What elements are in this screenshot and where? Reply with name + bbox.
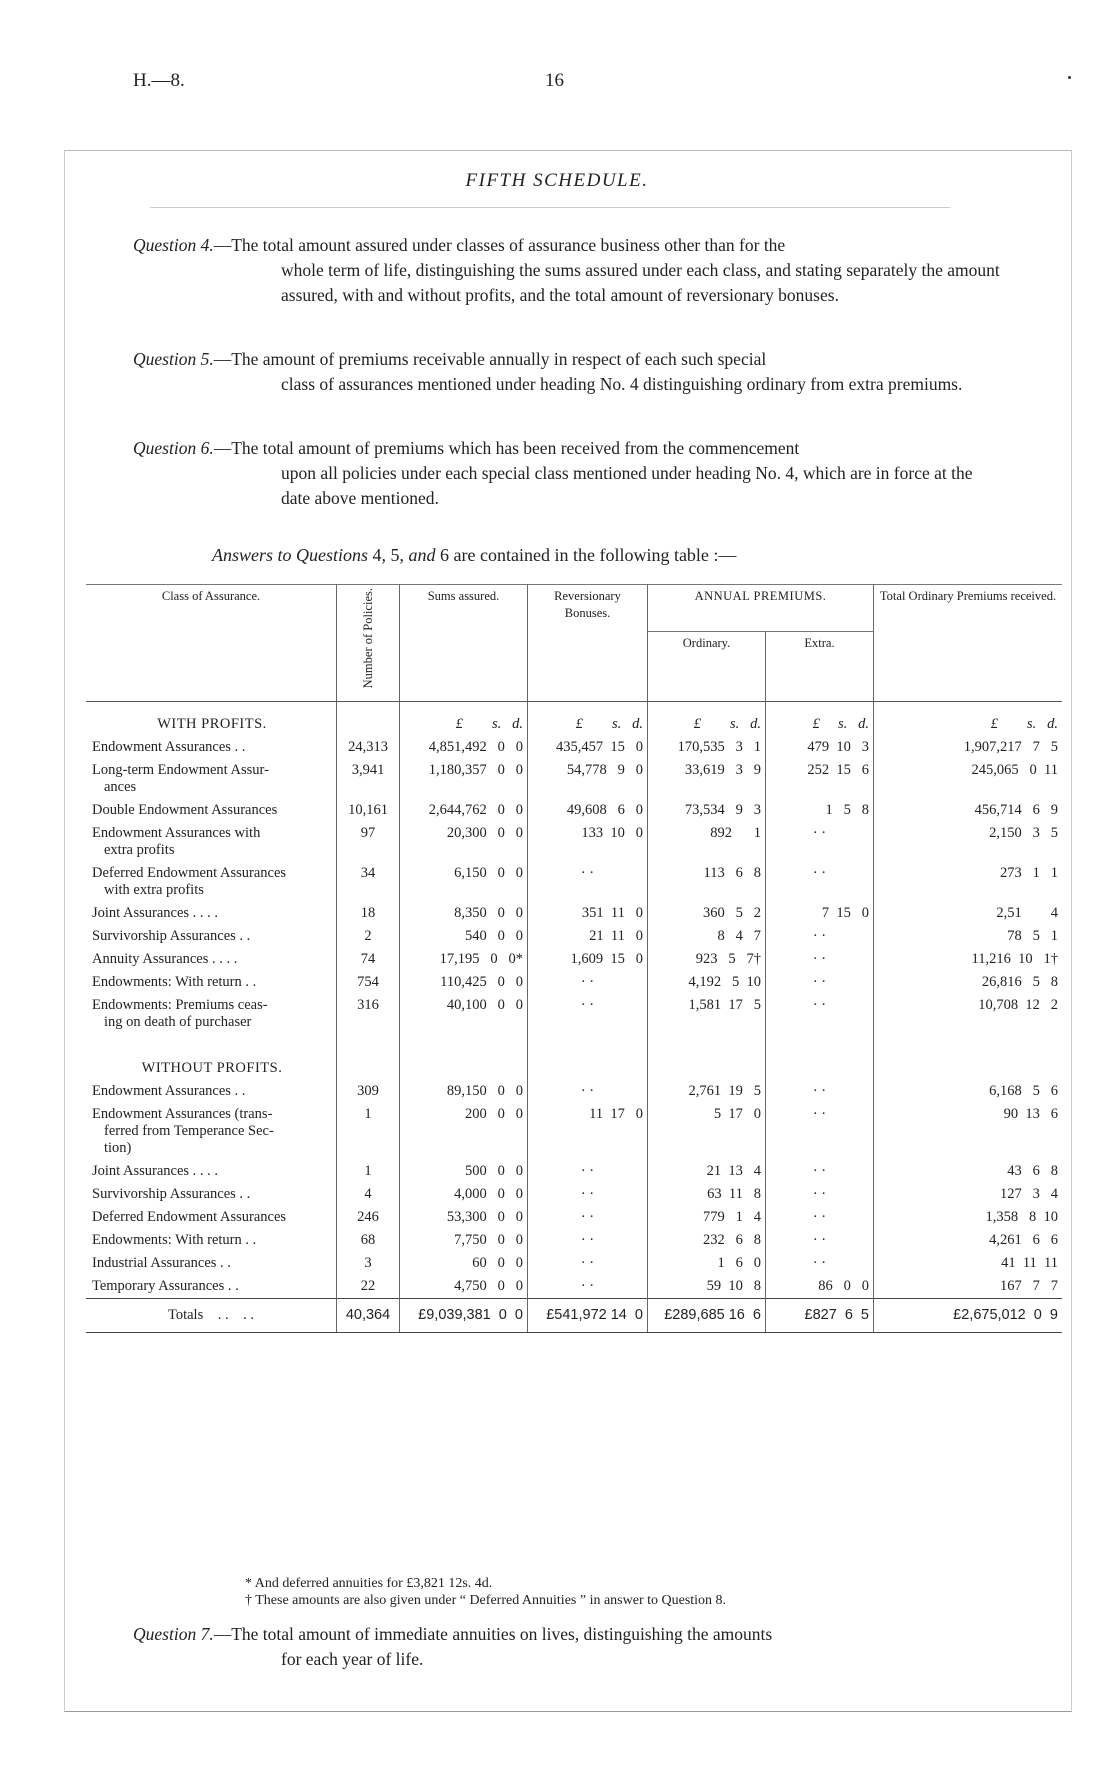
totals-label: Totals . . . . xyxy=(86,1299,337,1333)
class-name: Deferred Endowment Assurances xyxy=(92,1209,287,1225)
ordinary-cell: 59 10 8 xyxy=(648,1275,766,1299)
class-cell xyxy=(86,799,337,822)
ordinary-cell: 232 6 8 xyxy=(648,1229,766,1252)
bonus-cell: 21 11 0 xyxy=(528,925,648,948)
totals-sums: £9,039,381 0 0 xyxy=(400,1299,528,1333)
class-cell xyxy=(86,736,337,759)
sums-cell: 60 0 0 xyxy=(400,1252,528,1275)
bonus-cell: 11 17 0 xyxy=(528,1103,648,1160)
ordinary-cell: 63 11 8 xyxy=(648,1183,766,1206)
policies-cell: 3 xyxy=(337,1252,400,1275)
header-ordinary: Ordinary. xyxy=(648,632,766,702)
answers-tail: 6 are contained in the following table :— xyxy=(435,545,737,565)
lsd-total: £ s. d. xyxy=(990,716,1058,732)
policies-cell: 24,313 xyxy=(337,736,400,759)
total-cell: 1,358 8 10 xyxy=(985,1209,1058,1225)
table-row xyxy=(86,971,1062,994)
class-name: Industrial Assurances . . xyxy=(92,1255,231,1271)
ordinary-cell: 73,534 9 3 xyxy=(648,799,766,822)
question-label: Question 7. xyxy=(133,1624,214,1644)
table-row xyxy=(86,1080,1062,1103)
total-cell: 43 6 8 xyxy=(1007,1163,1058,1179)
title-rule xyxy=(150,207,950,208)
total-cell: 127 3 4 xyxy=(1000,1186,1058,1202)
total-cell: 26,816 5 8 xyxy=(981,974,1058,990)
bonus-cell: 351 11 0 xyxy=(528,902,648,925)
ordinary-cell: 1 6 0 xyxy=(648,1252,766,1275)
class-cell xyxy=(86,971,337,994)
bonus-cell: · · xyxy=(528,1275,648,1299)
extra-cell: · · xyxy=(766,1103,874,1160)
header-class: Class of Assurance. xyxy=(86,585,337,702)
extra-cell: · · xyxy=(766,862,874,902)
policies-cell: 4 xyxy=(337,1183,400,1206)
total-cell: 2,51 4 xyxy=(996,905,1058,921)
totals-policies: 40,364 xyxy=(337,1299,400,1333)
sums-cell: 53,300 0 0 xyxy=(400,1206,528,1229)
bonus-cell: · · xyxy=(528,1252,648,1275)
bonus-cell: · · xyxy=(528,1229,648,1252)
ordinary-cell: 5 17 0 xyxy=(648,1103,766,1160)
class-name: Annuity Assurances . . . . xyxy=(92,951,238,967)
bonus-cell: · · xyxy=(528,971,648,994)
class-name: Endowments: Premiums ceas- xyxy=(92,997,268,1013)
sums-cell: 20,300 0 0 xyxy=(400,822,528,862)
sums-cell: 7,750 0 0 xyxy=(400,1229,528,1252)
with-profits-label: WITH PROFITS. xyxy=(86,702,337,737)
class-name: Survivorship Assurances . . xyxy=(92,928,251,944)
extra-cell: · · xyxy=(766,1252,874,1275)
bonus-cell: · · xyxy=(528,1183,648,1206)
bonus-cell: 133 10 0 xyxy=(528,822,648,862)
class-name: Endowment Assurances (trans- xyxy=(92,1106,273,1122)
sums-cell: 4,750 0 0 xyxy=(400,1275,528,1299)
class-cell xyxy=(86,925,337,948)
sums-cell: 2,644,762 0 0 xyxy=(400,799,528,822)
bonus-cell: · · xyxy=(528,862,648,902)
class-name: Joint Assurances . . . . xyxy=(92,1163,219,1179)
answers-middle: 4, 5, xyxy=(368,545,409,565)
extra-cell: 252 15 6 xyxy=(766,759,874,799)
class-cell xyxy=(86,862,337,902)
question-text: whole term of life, distinguishing the sums assured under each class, and stating separately the amount assured, with and without profits, and the total amount of reversionary bonuses. xyxy=(281,260,1000,305)
header-sums: Sums assured. xyxy=(400,585,528,702)
extra-cell: 7 15 0 xyxy=(766,902,874,925)
extra-cell: · · xyxy=(766,948,874,971)
bonus-cell: 435,457 15 0 xyxy=(528,736,648,759)
header-extra: Extra. xyxy=(766,632,874,702)
bonus-cell: · · xyxy=(528,994,648,1034)
class-cell xyxy=(86,994,337,1034)
footnote-asterisk: * And deferred annuities for £3,821 12s. 4d. xyxy=(245,1576,493,1591)
policies-cell: 2 xyxy=(337,925,400,948)
question-label: Question 6. xyxy=(133,438,214,458)
without-profits-heading-row xyxy=(86,1054,1062,1080)
ordinary-cell: 21 13 4 xyxy=(648,1160,766,1183)
page-speck xyxy=(1068,76,1071,79)
lsd-extra: £ s. d. xyxy=(766,702,874,737)
sums-cell: 89,150 0 0 xyxy=(400,1080,528,1103)
sums-cell: 1,180,357 0 0 xyxy=(400,759,528,799)
table-header-row xyxy=(86,585,1062,632)
class-cell xyxy=(86,948,337,971)
totals-ordinary: £289,685 16 6 xyxy=(648,1299,766,1333)
sums-cell: 40,100 0 0 xyxy=(400,994,528,1034)
extra-cell: · · xyxy=(766,1206,874,1229)
extra-cell: · · xyxy=(766,925,874,948)
total-cell: 41 11 11 xyxy=(1001,1255,1058,1271)
class-name-cont: ferred from Temperance Sec- tion) xyxy=(104,1123,274,1156)
class-name: Joint Assurances . . . . xyxy=(92,905,219,921)
ordinary-cell: 4,192 5 10 xyxy=(648,971,766,994)
class-name: Endowment Assurances . . xyxy=(92,1083,246,1099)
class-name-cont: with extra profits xyxy=(104,882,204,898)
bonus-cell: · · xyxy=(528,1080,648,1103)
policies-cell: 10,161 xyxy=(337,799,400,822)
table-row xyxy=(86,822,1062,862)
sums-cell: 200 0 0 xyxy=(400,1103,528,1160)
class-name-cont: ances xyxy=(104,779,137,795)
table-row xyxy=(86,902,1062,925)
bonus-cell: 54,778 9 0 xyxy=(528,759,648,799)
schedule-title: FIFTH SCHEDULE. xyxy=(465,170,649,191)
header-bonuses: Reversionary Bonuses. xyxy=(528,585,648,702)
class-cell xyxy=(86,1252,337,1275)
lsd-sums: £ s. d. xyxy=(400,702,528,737)
question-7 xyxy=(133,1622,1003,1672)
page-number: 16 xyxy=(545,70,564,91)
extra-cell: · · xyxy=(766,1080,874,1103)
policies-cell: 246 xyxy=(337,1206,400,1229)
class-cell xyxy=(86,1229,337,1252)
policies-cell: 316 xyxy=(337,994,400,1034)
total-cell: 10,708 12 2 xyxy=(978,997,1058,1013)
lsd-bonuses: £ s. d. xyxy=(528,702,648,737)
total-cell: 78 5 1 xyxy=(1007,928,1058,944)
extra-cell: 86 0 0 xyxy=(766,1275,874,1299)
class-name-cont: extra profits xyxy=(104,842,175,858)
totals-extra: £827 6 5 xyxy=(766,1299,874,1333)
table-row xyxy=(86,1160,1062,1183)
header-total: Total Ordinary Premiums received. xyxy=(874,585,1063,702)
sums-cell: 4,851,492 0 0 xyxy=(400,736,528,759)
total-cell: 456,714 6 9 xyxy=(974,802,1058,818)
question-label: Question 4. xyxy=(133,235,214,255)
class-cell xyxy=(86,1206,337,1229)
policies-cell: 1 xyxy=(337,1160,400,1183)
class-cell xyxy=(86,1103,337,1160)
class-cell xyxy=(86,902,337,925)
extra-cell: · · xyxy=(766,971,874,994)
without-profits-label: WITHOUT PROFITS. xyxy=(86,1054,337,1080)
extra-cell: · · xyxy=(766,994,874,1034)
total-cell: 90 13 6 xyxy=(1003,1106,1058,1122)
header-annual-premiums: ANNUAL PREMIUMS. xyxy=(648,585,874,632)
policies-cell: 3,941 xyxy=(337,759,400,799)
policies-cell: 68 xyxy=(337,1229,400,1252)
table-row xyxy=(86,994,1062,1034)
table-row xyxy=(86,1229,1062,1252)
sums-cell: 110,425 0 0 xyxy=(400,971,528,994)
question-lead: —The total amount assured under classes of assurance business other than for the xyxy=(213,235,786,255)
total-cell: 4,261 6 6 xyxy=(989,1232,1058,1248)
class-name: Endowments: With return . . xyxy=(92,974,257,990)
question-text: class of assurances mentioned under heading No. 4 distinguishing ordinary from extra premiums. xyxy=(281,374,963,394)
class-cell xyxy=(86,1275,337,1299)
class-name: Temporary Assurances . . xyxy=(92,1278,239,1294)
table-row xyxy=(86,1183,1062,1206)
table-row xyxy=(86,1275,1062,1299)
bonus-cell: · · xyxy=(528,1160,648,1183)
question-lead: —The total amount of premiums which has been received from the commencement xyxy=(213,438,800,458)
table-row xyxy=(86,862,1062,902)
table-row xyxy=(86,925,1062,948)
class-cell xyxy=(86,759,337,799)
ordinary-cell: 892 1 xyxy=(648,822,766,862)
sums-cell: 540 0 0 xyxy=(400,925,528,948)
table-row xyxy=(86,1252,1062,1275)
question-5 xyxy=(133,347,1003,397)
table-row xyxy=(86,799,1062,822)
document-reference: H.—8. xyxy=(133,70,185,91)
class-name: Endowment Assurances with xyxy=(92,825,261,841)
table-row xyxy=(86,948,1062,971)
class-name: Long-term Endowment Assur- xyxy=(92,762,269,778)
header-number-text: Number of Policies. xyxy=(360,588,375,689)
policies-cell: 22 xyxy=(337,1275,400,1299)
class-name-cont: ing on death of purchaser xyxy=(104,1014,252,1030)
totals-total: £2,675,012 0 9 xyxy=(874,1299,1063,1333)
sums-cell: 4,000 0 0 xyxy=(400,1183,528,1206)
lsd-ordinary: £ s. d. xyxy=(648,702,766,737)
total-cell: 6,168 5 6 xyxy=(989,1083,1058,1099)
class-cell xyxy=(86,1160,337,1183)
ordinary-cell: 779 1 4 xyxy=(648,1206,766,1229)
table-row xyxy=(86,1103,1062,1160)
header-number xyxy=(337,585,400,702)
class-name: Survivorship Assurances . . xyxy=(92,1186,251,1202)
ordinary-cell: 1,581 17 5 xyxy=(648,994,766,1034)
class-name: Deferred Endowment Assurances xyxy=(92,865,287,881)
class-name: Double Endowment Assurances xyxy=(92,802,278,818)
table-row xyxy=(86,1206,1062,1229)
footnotes xyxy=(245,1575,726,1609)
question-lead: —The amount of premiums receivable annually in respect of each such special xyxy=(213,349,767,369)
extra-cell: · · xyxy=(766,1229,874,1252)
question-4 xyxy=(133,233,1003,308)
policies-cell: 754 xyxy=(337,971,400,994)
question-lead: —The total amount of immediate annuities on lives, distinguishing the amounts xyxy=(213,1624,773,1644)
table-row xyxy=(86,736,1062,759)
extra-cell: · · xyxy=(766,1183,874,1206)
total-cell: 167 7 7 xyxy=(1000,1278,1058,1294)
question-text: upon all policies under each special class mentioned under heading No. 4, which are in force at the date above mentioned. xyxy=(281,463,973,508)
policies-cell: 309 xyxy=(337,1080,400,1103)
total-cell: 2,150 3 5 xyxy=(989,825,1058,841)
class-cell xyxy=(86,1183,337,1206)
extra-cell: · · xyxy=(766,1160,874,1183)
ordinary-cell: 923 5 7† xyxy=(648,948,766,971)
class-cell xyxy=(86,822,337,862)
sums-cell: 8,350 0 0 xyxy=(400,902,528,925)
ordinary-cell: 170,535 3 1 xyxy=(648,736,766,759)
ordinary-cell: 113 6 8 xyxy=(648,862,766,902)
class-cell xyxy=(86,1080,337,1103)
question-text: for each year of life. xyxy=(281,1649,424,1669)
total-cell: 1,907,217 7 5 xyxy=(963,739,1058,755)
total-cell: 273 1 1 xyxy=(1000,865,1058,881)
answers-and: and xyxy=(408,545,436,565)
total-cell: 11,216 10 1† xyxy=(971,951,1058,967)
ordinary-cell: 360 5 2 xyxy=(648,902,766,925)
ordinary-cell: 33,619 3 9 xyxy=(648,759,766,799)
total-cell: 245,065 0 11 xyxy=(971,762,1058,778)
extra-cell: 479 10 3 xyxy=(766,736,874,759)
totals-bonuses: £541,972 14 0 xyxy=(528,1299,648,1333)
policies-cell: 1 xyxy=(337,1103,400,1160)
policies-cell: 18 xyxy=(337,902,400,925)
ordinary-cell: 8 4 7 xyxy=(648,925,766,948)
question-label: Question 5. xyxy=(133,349,214,369)
answers-line xyxy=(212,545,736,566)
extra-cell: 1 5 8 xyxy=(766,799,874,822)
sums-cell: 17,195 0 0* xyxy=(400,948,528,971)
bonus-cell: · · xyxy=(528,1206,648,1229)
sums-cell: 500 0 0 xyxy=(400,1160,528,1183)
bonus-cell: 1,609 15 0 xyxy=(528,948,648,971)
ordinary-cell: 2,761 19 5 xyxy=(648,1080,766,1103)
policies-cell: 97 xyxy=(337,822,400,862)
class-name: Endowment Assurances . . xyxy=(92,739,246,755)
footnote-dagger: † These amounts are also given under “ Deferred Annuities ” in answer to Question 8. xyxy=(245,1593,727,1608)
class-name: Endowments: With return . . xyxy=(92,1232,257,1248)
question-6 xyxy=(133,436,1003,511)
policies-cell: 74 xyxy=(337,948,400,971)
answers-italic: Answers to Questions xyxy=(212,545,369,565)
assurance-table xyxy=(86,584,1062,1333)
bonus-cell: 49,608 6 0 xyxy=(528,799,648,822)
extra-cell: · · xyxy=(766,822,874,862)
policies-cell: 34 xyxy=(337,862,400,902)
sums-cell: 6,150 0 0 xyxy=(400,862,528,902)
totals-row xyxy=(86,1299,1062,1333)
table-row xyxy=(86,759,1062,799)
with-profits-heading-row xyxy=(86,702,1062,737)
